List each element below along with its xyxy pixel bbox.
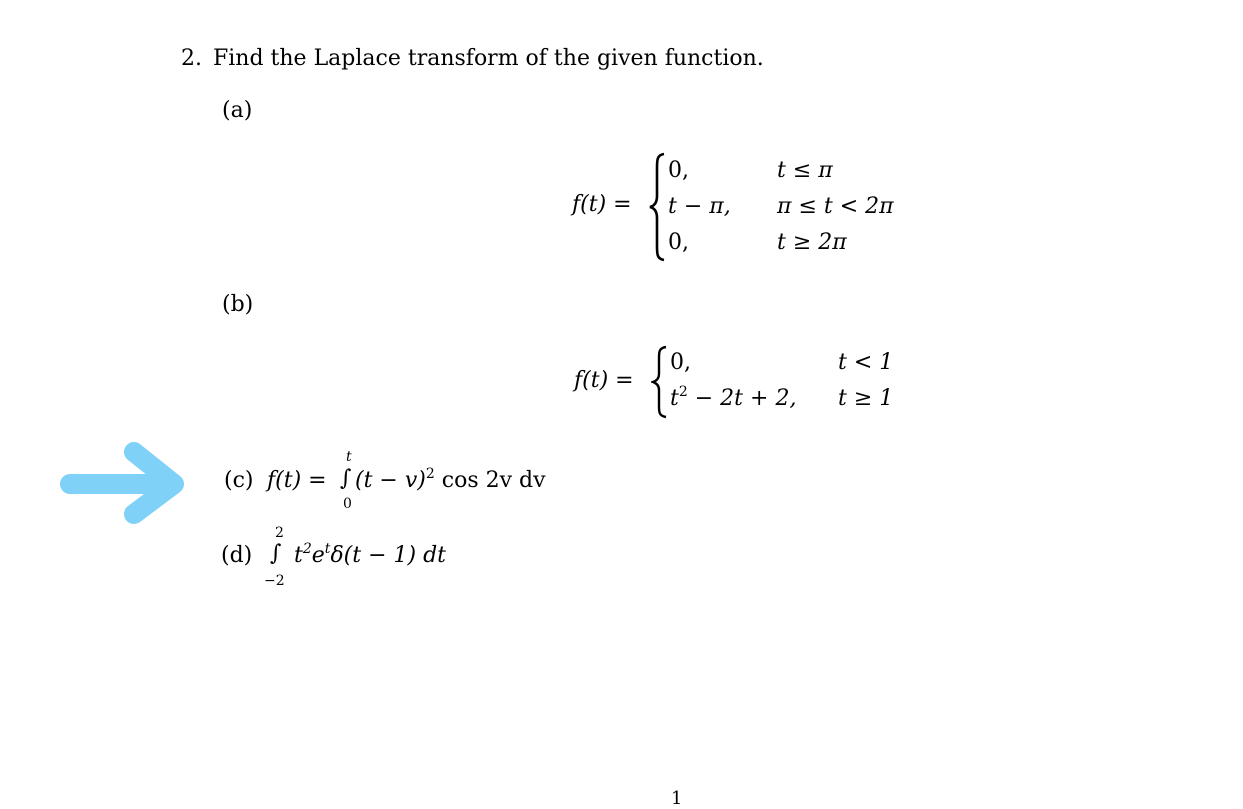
part-b-case-1-cond: t < 1	[838, 350, 894, 375]
part-c-upper-limit: t	[346, 449, 352, 465]
part-c-lower-limit: 0	[343, 496, 352, 512]
part-b-label: (b)	[222, 292, 254, 317]
part-b-exp: 2	[678, 384, 688, 400]
part-c-integrand-pre: (t − v)	[355, 468, 426, 493]
part-c-integrand	[355, 466, 546, 493]
part-a-case-3-expr: 0,	[668, 230, 689, 255]
part-d-integrand: $t^2e^t\delta(t - 1)$ dt	[294, 541, 447, 568]
part-d-integrand-post: δ(t − 1) dt	[330, 543, 447, 568]
part-d-upper-limit: 2	[275, 525, 284, 541]
part-d-t-exp: 2	[302, 541, 312, 557]
part-c-label: (c)	[224, 468, 254, 493]
part-b-t: t	[670, 386, 679, 411]
part-a-brace	[648, 152, 668, 262]
part-a-case-3-cond: t ≥ 2π	[777, 230, 847, 255]
part-a-case-2-cond: π ≤ t < 2π	[777, 194, 894, 219]
part-b-case-2-expr	[670, 384, 797, 411]
part-c-lhs: f(t) =	[267, 468, 327, 493]
part-b-case-1-expr: 0,	[670, 350, 691, 375]
part-b-lhs: f(t) =	[574, 368, 634, 393]
part-a-lhs: f(t) =	[572, 192, 632, 217]
problem-number: 2.	[181, 46, 202, 71]
part-d-label: (d)	[221, 543, 253, 568]
part-c-integrand-post: cos 2v dv	[434, 468, 546, 493]
part-b-brace	[651, 345, 669, 419]
problem-statement: Find the Laplace transform of the given function.	[213, 46, 764, 71]
part-d-lower-limit: −2	[264, 573, 285, 589]
part-b-case-2-cond: t ≥ 1	[838, 386, 894, 411]
part-a-case-1-expr: 0,	[668, 158, 689, 183]
part-c-integral-sign: ∫	[340, 466, 352, 491]
part-d-e-exp: t	[324, 541, 331, 557]
part-a-label: (a)	[222, 98, 253, 123]
page-number: 1	[671, 788, 683, 809]
part-b-rest: − 2t + 2,	[687, 386, 797, 411]
highlight-arrow-icon	[58, 440, 188, 526]
part-a-case-1-cond: t ≤ π	[777, 158, 833, 183]
part-c-exp: 2	[425, 466, 435, 482]
part-a-case-2-expr: t − π,	[668, 194, 731, 219]
part-d-integral-sign: ∫	[270, 541, 282, 566]
